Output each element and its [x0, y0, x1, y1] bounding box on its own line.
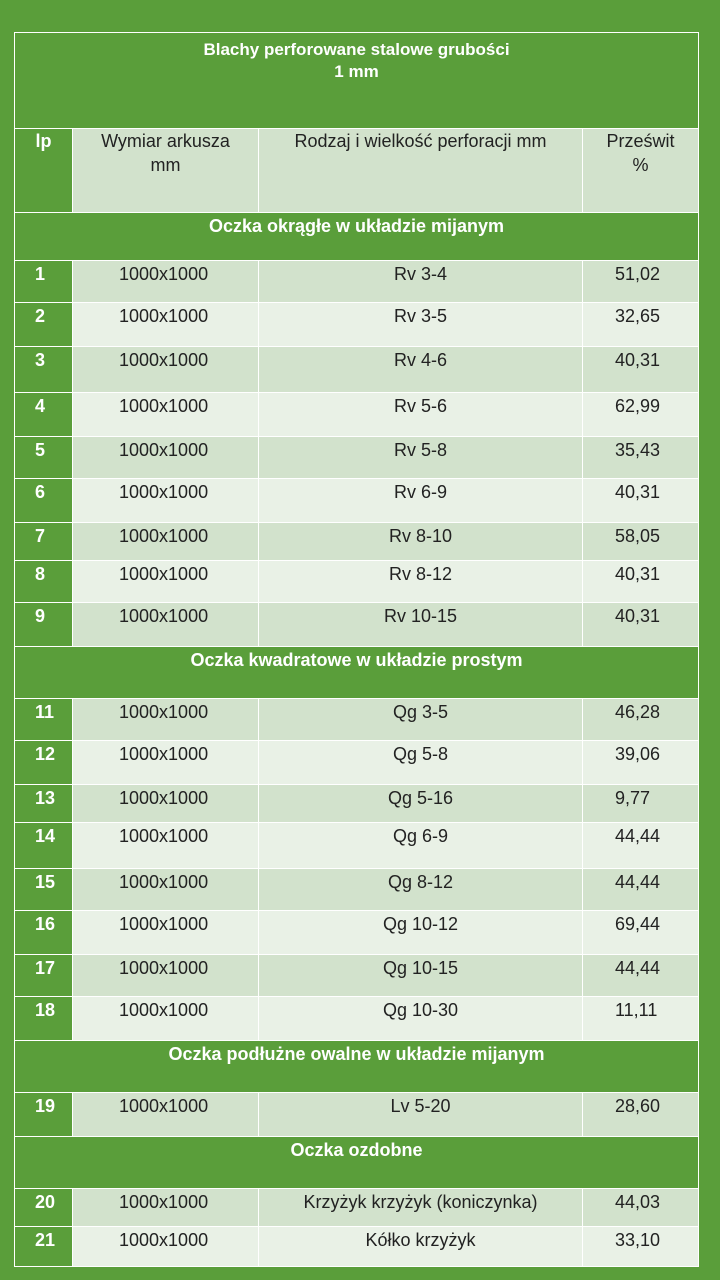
dimension-cell: 1000x1000 [73, 869, 259, 911]
perforation-cell: Kółko krzyżyk [259, 1227, 583, 1267]
section-title: Oczka ozdobne [15, 1137, 699, 1189]
percent-cell: 40,31 [583, 347, 699, 393]
perforation-cell: Rv 8-10 [259, 523, 583, 561]
perforation-cell: Qg 5-16 [259, 785, 583, 823]
percent-cell: 39,06 [583, 741, 699, 785]
percent-cell: 62,99 [583, 393, 699, 437]
table-row [15, 1093, 699, 1137]
table-row [15, 479, 699, 523]
perforation-cell: Rv 3-5 [259, 303, 583, 347]
percent-cell: 44,44 [583, 869, 699, 911]
dimension-cell: 1000x1000 [73, 523, 259, 561]
table-row [15, 603, 699, 647]
row-number: 13 [15, 785, 73, 823]
dimension-cell: 1000x1000 [73, 911, 259, 955]
perforation-cell: Rv 10-15 [259, 603, 583, 647]
perforation-cell: Rv 6-9 [259, 479, 583, 523]
row-number: 20 [15, 1189, 73, 1227]
row-number: 2 [15, 303, 73, 347]
perforation-cell: Rv 5-8 [259, 437, 583, 479]
dimension-cell: 1000x1000 [73, 699, 259, 741]
dimension-cell: 1000x1000 [73, 303, 259, 347]
table-row [15, 1189, 699, 1227]
perforation-cell: Krzyżyk krzyżyk (koniczynka) [259, 1189, 583, 1227]
row-number: 16 [15, 911, 73, 955]
header-dimension: Wymiar arkusza mm [73, 129, 259, 213]
perforation-cell: Qg 6-9 [259, 823, 583, 869]
title-line-2: 1 mm [334, 62, 379, 81]
table-title-row [15, 33, 699, 129]
percent-cell: 44,44 [583, 823, 699, 869]
table-row [15, 869, 699, 911]
row-number: 21 [15, 1227, 73, 1267]
perforation-cell: Qg 5-8 [259, 741, 583, 785]
dimension-cell: 1000x1000 [73, 997, 259, 1041]
row-number: 9 [15, 603, 73, 647]
section-title: Oczka kwadratowe w układzie prostym [15, 647, 699, 699]
perforation-cell: Qg 10-30 [259, 997, 583, 1041]
percent-cell: 40,31 [583, 561, 699, 603]
dimension-cell: 1000x1000 [73, 261, 259, 303]
title-line-1: Blachy perforowane stalowe grubości [203, 40, 510, 59]
perforation-cell: Qg 10-12 [259, 911, 583, 955]
row-number: 1 [15, 261, 73, 303]
section-title: Oczka podłużne owalne w układzie mijanym [15, 1041, 699, 1093]
percent-cell: 32,65 [583, 303, 699, 347]
table-row [15, 955, 699, 997]
percent-cell: 40,31 [583, 479, 699, 523]
table-row [15, 261, 699, 303]
row-number: 15 [15, 869, 73, 911]
row-number: 8 [15, 561, 73, 603]
perforation-cell: Qg 10-15 [259, 955, 583, 997]
dimension-cell: 1000x1000 [73, 347, 259, 393]
row-number: 6 [15, 479, 73, 523]
percent-cell: 44,44 [583, 955, 699, 997]
percent-cell: 58,05 [583, 523, 699, 561]
percent-cell: 35,43 [583, 437, 699, 479]
dimension-cell: 1000x1000 [73, 823, 259, 869]
perforation-cell: Rv 5-6 [259, 393, 583, 437]
percent-cell: 11,11 [583, 997, 699, 1041]
percent-cell: 40,31 [583, 603, 699, 647]
table-row [15, 1227, 699, 1267]
table-row [15, 437, 699, 479]
perforation-cell: Rv 3-4 [259, 261, 583, 303]
table-row [15, 997, 699, 1041]
percent-cell: 51,02 [583, 261, 699, 303]
dimension-cell: 1000x1000 [73, 437, 259, 479]
dimension-cell: 1000x1000 [73, 479, 259, 523]
table-row [15, 393, 699, 437]
dimension-cell: 1000x1000 [73, 561, 259, 603]
row-number: 17 [15, 955, 73, 997]
header-lp: lp [15, 129, 73, 213]
section-header-row [15, 647, 699, 699]
dimension-cell: 1000x1000 [73, 785, 259, 823]
table-row [15, 303, 699, 347]
table-row [15, 785, 699, 823]
dimension-cell: 1000x1000 [73, 603, 259, 647]
perforation-cell: Lv 5-20 [259, 1093, 583, 1137]
perforation-cell: Qg 3-5 [259, 699, 583, 741]
dimension-cell: 1000x1000 [73, 1227, 259, 1267]
table-row [15, 561, 699, 603]
perforation-cell: Rv 4-6 [259, 347, 583, 393]
section-header-row [15, 213, 699, 261]
percent-cell: 33,10 [583, 1227, 699, 1267]
section-header-row [15, 1041, 699, 1093]
percent-cell: 44,03 [583, 1189, 699, 1227]
percent-cell: 28,60 [583, 1093, 699, 1137]
row-number: 5 [15, 437, 73, 479]
table-row [15, 911, 699, 955]
perforation-cell: Rv 8-12 [259, 561, 583, 603]
percent-cell: 69,44 [583, 911, 699, 955]
row-number: 18 [15, 997, 73, 1041]
header-row [15, 129, 699, 213]
header-percent: Prześwit % [583, 129, 699, 213]
dimension-cell: 1000x1000 [73, 1189, 259, 1227]
table-row [15, 347, 699, 393]
section-header-row [15, 1137, 699, 1189]
row-number: 4 [15, 393, 73, 437]
dimension-cell: 1000x1000 [73, 741, 259, 785]
percent-cell: 46,28 [583, 699, 699, 741]
header-perforation: Rodzaj i wielkość perforacji mm [259, 129, 583, 213]
row-number: 11 [15, 699, 73, 741]
perforation-cell: Qg 8-12 [259, 869, 583, 911]
table-row [15, 699, 699, 741]
table-row [15, 523, 699, 561]
table-title [15, 33, 699, 129]
table-row [15, 741, 699, 785]
percent-cell: 9,77 [583, 785, 699, 823]
table-row [15, 823, 699, 869]
row-number: 19 [15, 1093, 73, 1137]
row-number: 12 [15, 741, 73, 785]
dimension-cell: 1000x1000 [73, 393, 259, 437]
row-number: 3 [15, 347, 73, 393]
row-number: 7 [15, 523, 73, 561]
perforated-sheets-table [14, 32, 699, 1267]
dimension-cell: 1000x1000 [73, 955, 259, 997]
dimension-cell: 1000x1000 [73, 1093, 259, 1137]
section-title: Oczka okrągłe w układzie mijanym [15, 213, 699, 261]
row-number: 14 [15, 823, 73, 869]
